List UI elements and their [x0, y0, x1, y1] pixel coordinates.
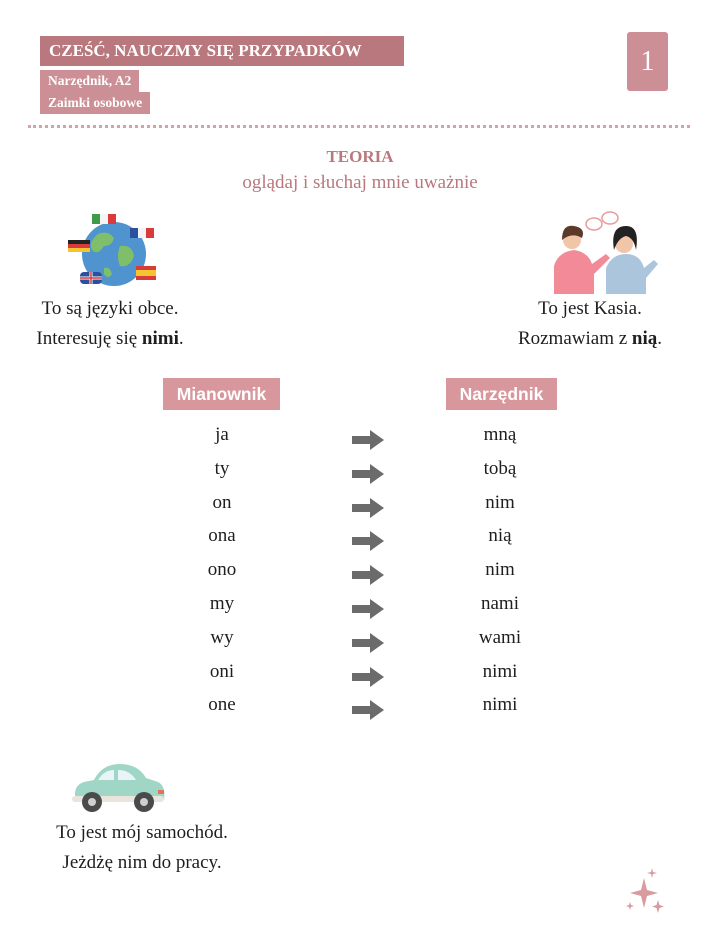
car-icon — [68, 758, 168, 816]
right-arrow-icon — [350, 462, 386, 486]
nominative-pronoun: ono — [207, 559, 237, 581]
nominative-pronoun: one — [208, 694, 236, 716]
globe-caption — [0, 294, 220, 354]
instrumental-pronoun: nimi — [482, 660, 518, 682]
nominative-header: Mianownik — [163, 378, 280, 410]
sparkle-icon — [624, 866, 666, 914]
instrumental-pronoun: tobą — [483, 457, 517, 479]
globe-caption-pronoun: nimi — [141, 328, 179, 349]
table-row — [0, 661, 720, 695]
instrumental-header: Narzędnik — [446, 378, 557, 410]
theory-title: TEORIA — [326, 147, 394, 166]
table-row — [0, 525, 720, 559]
table-row — [0, 694, 720, 728]
car-caption-line1: To jest mój samochód. — [56, 822, 228, 843]
right-arrow-icon — [350, 597, 386, 621]
nominative-pronoun: ty — [214, 457, 230, 479]
car-caption — [20, 818, 264, 878]
kasia-caption-line2 — [490, 324, 690, 354]
right-arrow-icon — [350, 698, 386, 722]
nominative-pronoun: ona — [208, 525, 236, 547]
kasia-caption-text: Rozmawiam z — [517, 328, 632, 349]
dotted-divider — [28, 125, 690, 128]
worksheet-title: CZEŚĆ, NAUCZMY SIĘ PRZYPADKÓW — [40, 36, 404, 66]
instrumental-pronoun: nim — [485, 491, 515, 513]
instrumental-pronoun: wami — [478, 626, 522, 648]
table-row — [0, 559, 720, 593]
globe-caption-line2 — [0, 324, 220, 354]
topic-tag: Zaimki osobowe — [40, 92, 150, 114]
kasia-caption — [490, 294, 690, 354]
nominative-pronoun: oni — [209, 660, 235, 682]
instrumental-pronoun: nim — [485, 559, 515, 581]
right-arrow-icon — [350, 496, 386, 520]
instrumental-pronoun: nami — [481, 593, 519, 614]
car-caption-line2: Jeżdżę nim do pracy. — [62, 852, 222, 873]
page-number: 1 — [627, 32, 668, 91]
instrumental-pronoun: mną — [483, 424, 517, 445]
globe-with-flags-icon — [64, 210, 164, 292]
right-arrow-icon — [350, 563, 386, 587]
table-row — [0, 458, 720, 492]
table-row — [0, 593, 720, 627]
kasia-caption-period: . — [657, 328, 663, 349]
right-arrow-icon — [350, 428, 386, 452]
nominative-pronoun: my — [209, 593, 235, 614]
globe-caption-period: . — [178, 328, 184, 349]
two-women-talking-icon — [552, 210, 664, 294]
right-arrow-icon — [350, 631, 386, 655]
table-row — [0, 627, 720, 661]
nominative-pronoun: ja — [215, 424, 229, 445]
right-arrow-icon — [350, 665, 386, 689]
right-arrow-icon — [350, 529, 386, 553]
globe-caption-line1: To są języki obce. — [41, 298, 179, 319]
instrumental-pronoun: nimi — [482, 694, 518, 716]
nominative-pronoun: wy — [210, 626, 234, 648]
kasia-caption-line1: To jest Kasia. — [538, 298, 642, 319]
table-row — [0, 492, 720, 526]
nominative-pronoun: on — [212, 491, 232, 513]
theory-subtitle: oglądaj i słuchaj mnie uważnie — [242, 172, 478, 193]
kasia-caption-pronoun: nią — [631, 328, 658, 349]
instrumental-pronoun: nią — [488, 525, 512, 547]
level-tag: Narzędnik, A2 — [40, 70, 139, 92]
globe-caption-text: Interesuję się — [36, 328, 142, 349]
table-row — [0, 424, 720, 458]
